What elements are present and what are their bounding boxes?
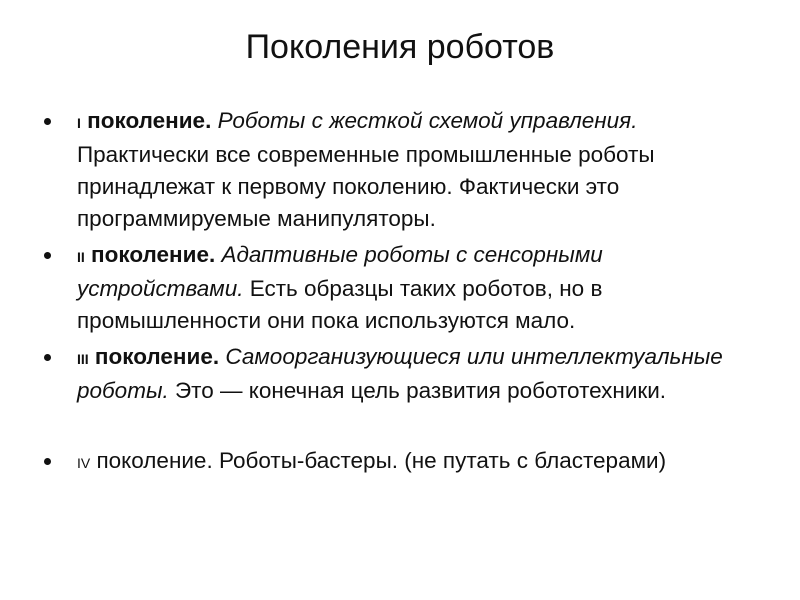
list-item-generation-1 — [44, 105, 744, 235]
generation-numeral: II — [77, 249, 85, 265]
generation-label: поколение. — [80, 108, 212, 133]
list-item-generation-2 — [44, 239, 744, 337]
generation-description: Роботы-бастеры. (не путать с бластерами) — [212, 448, 667, 473]
generation-type: Адаптивные роботы с сенсорными устройствами. — [77, 242, 603, 301]
generation-numeral: III — [77, 351, 89, 367]
generation-type: Роботы с жесткой схемой управления. — [211, 108, 638, 133]
slide-title: Поколения роботов — [245, 28, 555, 66]
bullet-list — [44, 105, 744, 483]
generation-description: Практически все современные промышленные роботы принадлежат к первому поколению. Фактически это программируемые манипуляторы. — [77, 142, 655, 231]
bullet-dot-icon — [44, 354, 51, 361]
list-item-generation-4 — [44, 445, 744, 479]
generation-numeral: IV — [77, 455, 91, 471]
list-item-generation-3 — [44, 341, 744, 407]
generation-label: поколение. — [84, 242, 216, 267]
generation-numeral: I — [77, 115, 81, 131]
bullet-dot-icon — [44, 458, 51, 465]
bullet-dot-icon — [44, 252, 51, 259]
generation-type: Самоорганизующиеся или интеллектуальные роботы. — [77, 344, 723, 403]
generation-description: Есть образцы таких роботов, но в промышленности они пока используются мало. — [77, 276, 603, 333]
generation-label: поколение. — [88, 344, 220, 369]
generation-label: поколение. — [90, 448, 213, 473]
generation-description: Это — конечная цель развития робототехники. — [168, 378, 667, 403]
bullet-dot-icon — [44, 118, 51, 125]
